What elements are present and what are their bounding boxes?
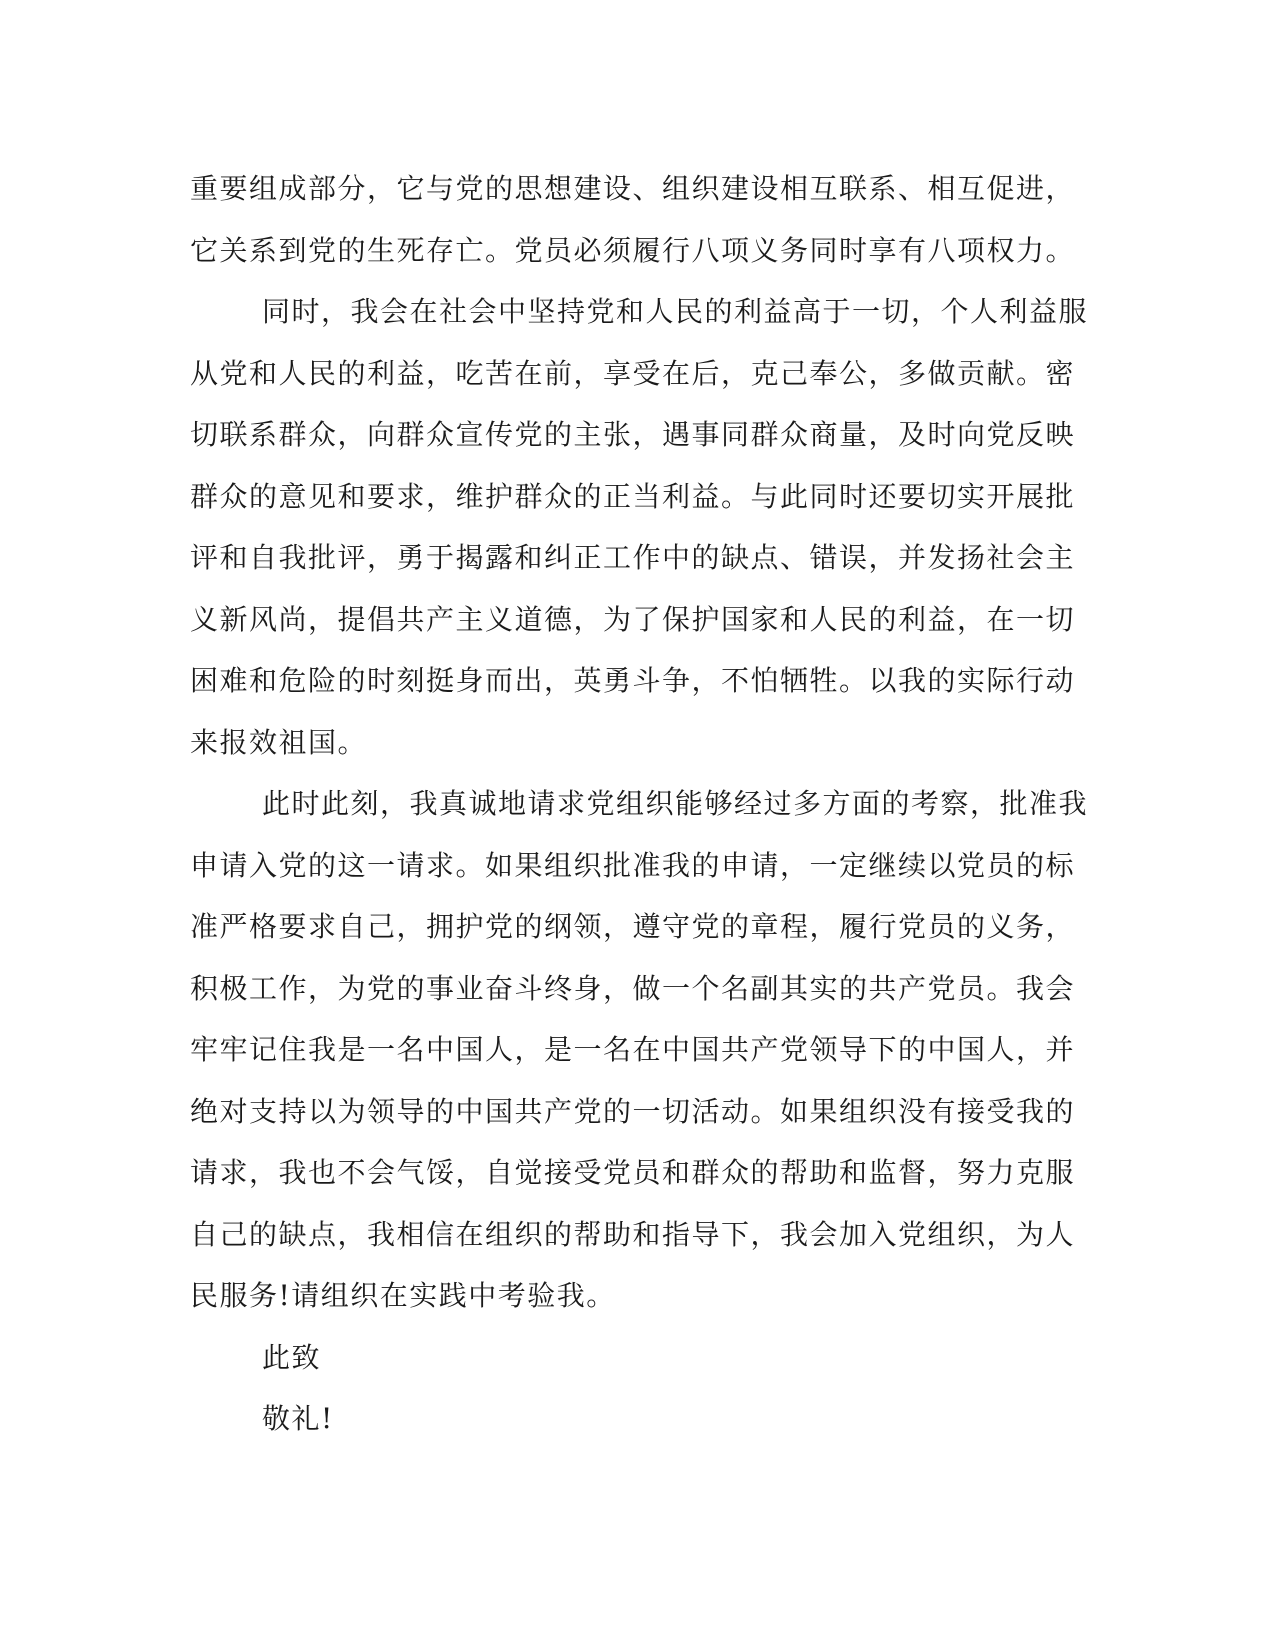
text-line: 民服务!请组织在实践中考验我。	[190, 1279, 616, 1312]
text-line: 申请入党的这一请求。如果组织批准我的申请，一定继续以党员的标	[190, 848, 1076, 882]
text-line: 它关系到党的生死存亡。党员必须履行八项义务同时享有八项权力。	[190, 233, 1076, 267]
text-line: 同时，我会在社会中坚持党和人民的利益高于一切，个人利益服	[262, 295, 1089, 328]
text-line: 准严格要求自己，拥护党的纲领，遵守党的章程，履行党员的义务，	[190, 910, 1076, 943]
text-line: 切联系群众，向群众宣传党的主张，遇事同群众商量，及时向党反映	[190, 418, 1076, 451]
text-line: 重要组成部分，它与党的思想建设、组织建设相互联系、相互促进，	[190, 172, 1076, 205]
letter-body	[190, 158, 1089, 1450]
text-line: 从党和人民的利益，吃苦在前，享受在后，克己奉公，多做贡献。密	[190, 356, 1076, 390]
text-line: 群众的意见和要求，维护群众的正当利益。与此同时还要切实开展批	[190, 479, 1076, 513]
text-line: 积极工作，为党的事业奋斗终身，做一个名副其实的共产党员。我会	[190, 971, 1076, 1005]
text-line: 义新风尚，提倡共产主义道德，为了保护国家和人民的利益，在一切	[190, 602, 1076, 636]
text-line: 请求，我也不会气馁，自觉接受党员和群众的帮助和监督，努力克服	[190, 1156, 1076, 1189]
text-line: 来报效祖国。	[190, 725, 368, 759]
text-line: 困难和危险的时刻挺身而出，英勇斗争，不怕牺牲。以我的实际行动	[190, 664, 1076, 697]
text-line: 评和自我批评，勇于揭露和纠正工作中的缺点、错误，并发扬社会主	[190, 541, 1076, 574]
text-line: 敬礼!	[262, 1402, 334, 1435]
text-line: 此致	[262, 1340, 322, 1374]
text-line: 自己的缺点，我相信在组织的帮助和指导下，我会加入党组织，为人	[190, 1217, 1076, 1251]
text-line: 牢牢记住我是一名中国人，是一名在中国共产党领导下的中国人，并	[190, 1033, 1076, 1066]
text-line: 绝对支持以为领导的中国共产党的一切活动。如果组织没有接受我的	[190, 1094, 1076, 1128]
text-line: 此时此刻，我真诚地请求党组织能够经过多方面的考察，批准我	[262, 787, 1089, 820]
